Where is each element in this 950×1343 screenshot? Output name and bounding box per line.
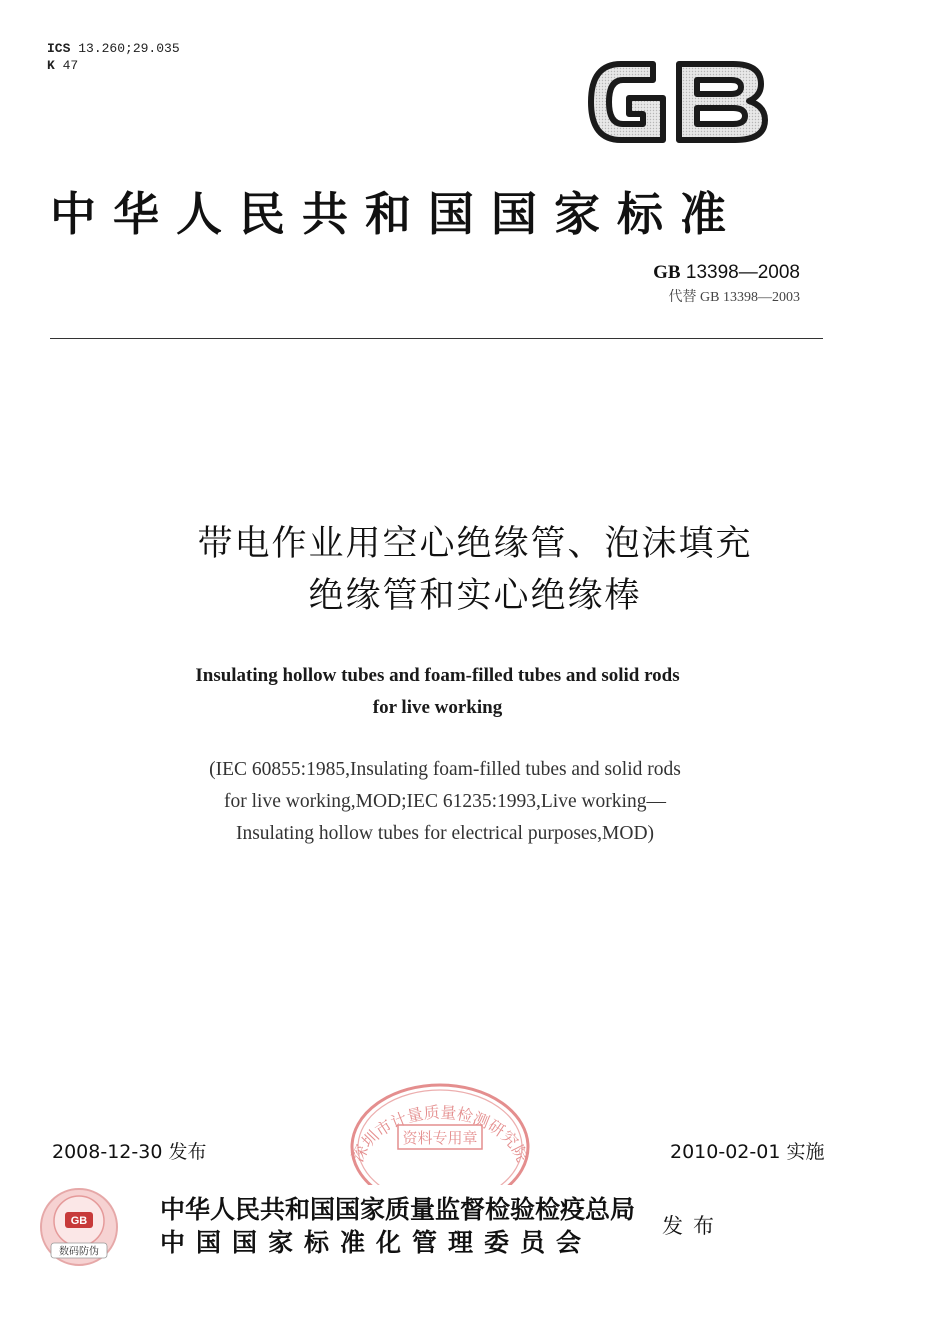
iec-reference bbox=[0, 754, 890, 850]
implementation-date: 2010-02-01 实施 bbox=[670, 1141, 825, 1163]
issue-date: 2008-12-30 发布 bbox=[52, 1141, 207, 1163]
english-title bbox=[0, 660, 875, 724]
red-stamp bbox=[340, 1075, 540, 1185]
gb-logo bbox=[583, 52, 773, 152]
classification-codes bbox=[47, 40, 180, 74]
issuing-authorities bbox=[160, 1193, 635, 1259]
ics-line bbox=[47, 40, 180, 57]
header-divider bbox=[50, 338, 823, 339]
stamp-outer-text: 深圳市计量质量检测研究院 bbox=[347, 1102, 533, 1165]
k-line bbox=[47, 57, 180, 74]
issuer-line-2: 中国国家标准化管理委员会 bbox=[160, 1228, 593, 1257]
k-code: 47 bbox=[62, 58, 79, 73]
badge-logo-text: GB bbox=[70, 1215, 88, 1227]
anti-counterfeit-badge bbox=[35, 1185, 123, 1269]
code-number: 13398—2008 bbox=[685, 262, 800, 283]
iec-reference-line-2: for live working,MOD;IEC 61235:1993,Live working— bbox=[224, 791, 666, 812]
standard-code bbox=[653, 262, 800, 284]
standard-type-heading: 中华人民共和国国家标准 bbox=[50, 187, 743, 241]
issuer-line-1: 中华人民共和国国家质量监督检验检疫总局 bbox=[160, 1195, 636, 1224]
stamp-center-text: 资料专用章 bbox=[402, 1129, 478, 1147]
badge-caption: 数码防伪 bbox=[59, 1246, 99, 1258]
k-label: K bbox=[47, 58, 55, 73]
iec-reference-line-1: (IEC 60855:1985,Insulating foam-filled tubes and solid rods bbox=[209, 759, 681, 780]
iec-reference-line-3: Insulating hollow tubes for electrical purposes,MOD) bbox=[235, 823, 655, 844]
ics-label: ICS bbox=[47, 41, 71, 56]
standard-code-block bbox=[653, 262, 800, 306]
english-title-line-2: for live working bbox=[372, 697, 503, 718]
replaces-note: 代替 GB 13398—2003 bbox=[668, 290, 800, 305]
code-prefix: GB bbox=[653, 262, 681, 283]
english-title-line-1: Insulating hollow tubes and foam-filled tubes and solid rods bbox=[195, 665, 680, 686]
publish-label: 发布 bbox=[662, 1214, 724, 1238]
ics-code: 13.260;29.035 bbox=[78, 41, 180, 56]
chinese-title-line-1: 带电作业用空心绝缘管、泡沫填充 bbox=[197, 524, 753, 564]
chinese-title-line-2: 绝缘管和实心绝缘棒 bbox=[308, 576, 642, 616]
chinese-title bbox=[0, 518, 950, 622]
